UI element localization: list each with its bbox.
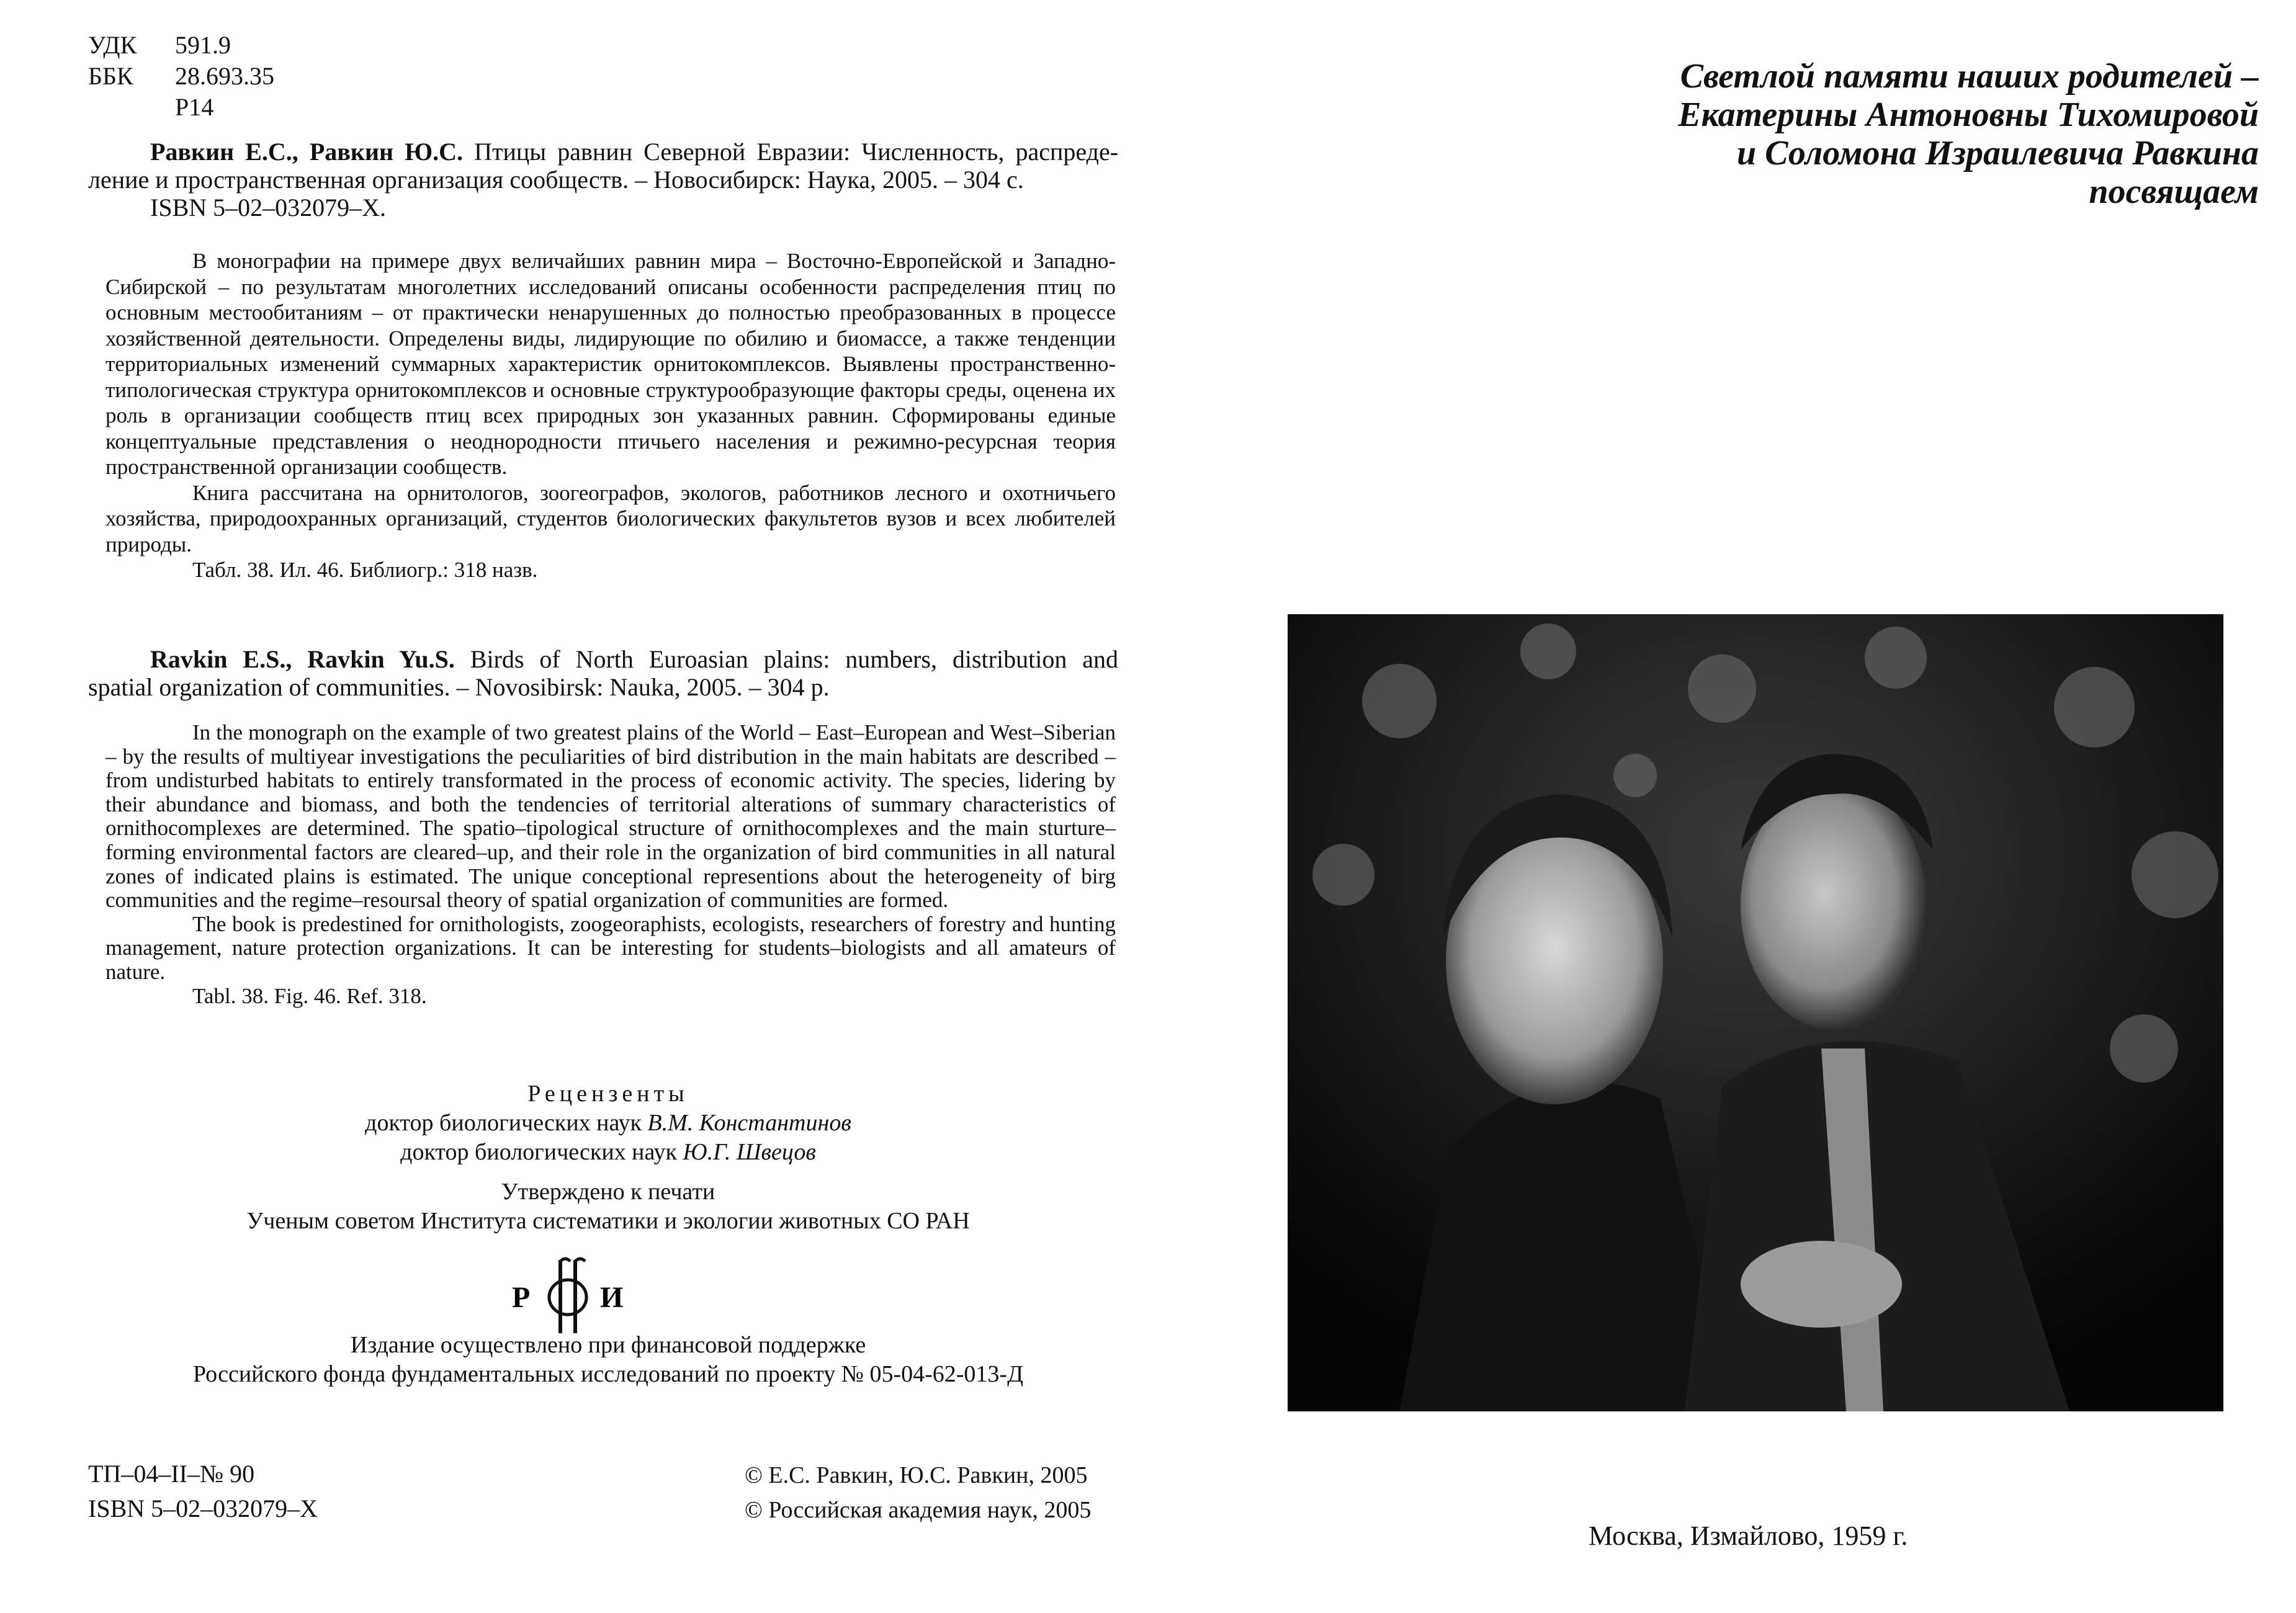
en-abstract: [105, 721, 1116, 1008]
ru-title-line2: ление и пространственная организация сообществ. – Новосибирск: Наука, 2005. – 304 с.: [88, 166, 1024, 194]
ru-isbn: ISBN 5–02–032079–Х.: [150, 194, 387, 221]
reviewers-heading: Рецензенты: [527, 1081, 689, 1107]
en-bibliographic-description: [88, 645, 1118, 701]
logo-ring: [549, 1280, 586, 1315]
ru-bibliographic-description: [88, 138, 1118, 221]
en-title-line1: Birds of North Euroasian plains: numbers, distribution and: [470, 645, 1118, 673]
bbk-label: ББК: [88, 62, 133, 90]
logo-hook-left: [560, 1259, 570, 1261]
funding-line2: Российского фонда фундаментальных исследований по проекту № 05-04-62-013-Д: [192, 1361, 1024, 1387]
ru-abstract-p1: В монографии на примере двух величайших равнин мира – Восточно-Европейской и Западно-Сибирской – по результатам многолетних исследований описаны особенности распределения птиц по основным местообитаниям – от практически ненарушенных до полностью преобразованных в процессе хозяйственной деятельности. Определены виды, лидирующие по обилию и биомассе, а также тенденции территориальных изменений суммарных характеристик орнитокомплексов. Выявлены пространственно-типологическая структура орнитокомплексов и основные структурообразующие факторы среды, оценена их роль в организации сообществ птиц всех природных зон указанных равнин. Сформированы единые концептуальные представления о неоднородности птичьего населения и режимно-ресурсная теория пространственной организации сообществ.: [105, 249, 1116, 479]
author-code: Р14: [175, 93, 214, 121]
dedication: [1278, 57, 2259, 211]
copyright-academy: © Российская академия наук, 2005: [745, 1497, 1092, 1523]
udk-value: 591.9: [175, 31, 231, 59]
reviewers: [124, 1079, 1092, 1167]
reviewer-1-name: В.М. Константинов: [647, 1110, 851, 1136]
ru-authors: Равкин Е.С., Равкин Ю.С.: [150, 138, 464, 166]
family-photograph: [1288, 614, 2223, 1411]
en-authors: Ravkin E.S., Ravkin Yu.S.: [150, 645, 455, 673]
logo-letter-right: И: [600, 1281, 624, 1314]
dedication-line2: Екатерины Антоновны Тихомировой: [1678, 96, 2259, 134]
logo-letter-left: Р: [512, 1281, 531, 1314]
en-title-line2: spatial organization of communities. – Novosibirsk: Nauka, 2005. – 304 p.: [88, 673, 830, 701]
reviewer-2: доктор биологических наук Ю.Г. Швецов: [400, 1139, 816, 1165]
dedication-line3: и Соломона Израилевича Равкина: [1737, 134, 2259, 172]
reviewer-1: доктор биологических наук В.М. Константинов: [365, 1110, 851, 1136]
dedication-line4: посвящаем: [2089, 172, 2259, 211]
approval: [124, 1177, 1092, 1236]
footer-codes: [88, 1457, 318, 1526]
approval-line2: Ученым советом Института систематики и экологии животных СО РАН: [246, 1208, 970, 1234]
logo-hook-right: [575, 1259, 585, 1261]
classification-codes: [88, 30, 274, 123]
approval-line1: Утверждено к печати: [501, 1179, 715, 1205]
bbk-value: 28.693.35: [175, 62, 274, 90]
photo-caption: Москва, Измайлово, 1959 г.: [1589, 1521, 1908, 1551]
hands: [1741, 1241, 1902, 1328]
en-abstract-p1: In the monograph on the example of two greatest plains of the World – East–European and West–Siberian – by the results of multiyear investigations the peculiarities of bird distribution in the main habitats are described – from undisturbed habitats to entirely transformated in the process of economic activity. The species, lidering by their abundance and biomass, and both the tendencies of territorial alterations of summary characteristics of ornithocomplexes are determined. The spatio–tipological structure of ornithocomplexes and the main sturture–forming environmental factors are cleared–up, and their role in the organization of bird communities in all natural zones of indicated plains is estimated. The unique conceptional representions about the heterogeneity of birg communities and the regime–resoursal theory of spatial organization of communities are formed.: [105, 720, 1116, 913]
copyright-authors: © Е.С. Равкин, Ю.С. Равкин, 2005: [745, 1462, 1088, 1488]
funding-note: [124, 1331, 1092, 1389]
en-abstract-p3: Tabl. 38. Fig. 46. Ref. 318.: [192, 983, 427, 1008]
tp-code: ТП–04–II–№ 90: [88, 1460, 255, 1488]
dedication-line1: Светлой памяти наших родителей –: [1680, 57, 2259, 96]
ru-abstract-p3: Табл. 38. Ил. 46. Библиогр.: 318 назв.: [192, 558, 538, 582]
reviewer-2-name: Ю.Г. Швецов: [683, 1139, 816, 1165]
copyright: [745, 1458, 1091, 1527]
footer-isbn: ISBN 5–02–032079–Х: [88, 1495, 318, 1522]
en-abstract-p2: The book is predestined for ornithologists, zoogeoraphists, ecologists, researchers of forestry and hunting management, nature protection organizations. It can be interesting for students–biologists and all amateurs of nature.: [105, 911, 1116, 984]
funding-line1: Издание осуществлено при финансовой поддержке: [350, 1332, 866, 1358]
ru-abstract-p2: Книга рассчитана на орнитологов, зоогеографов, экологов, работников лесного и охотничьего хозяйства, природоохранных организаций, студентов биологических факультетов вузов и всех любителей природы.: [105, 480, 1116, 556]
ru-abstract: [105, 248, 1116, 583]
ru-title-line1: Птицы равнин Северной Евразии: Численность, распреде-: [474, 138, 1119, 166]
udk-label: УДК: [88, 31, 137, 59]
rffi-logo: [506, 1256, 630, 1337]
